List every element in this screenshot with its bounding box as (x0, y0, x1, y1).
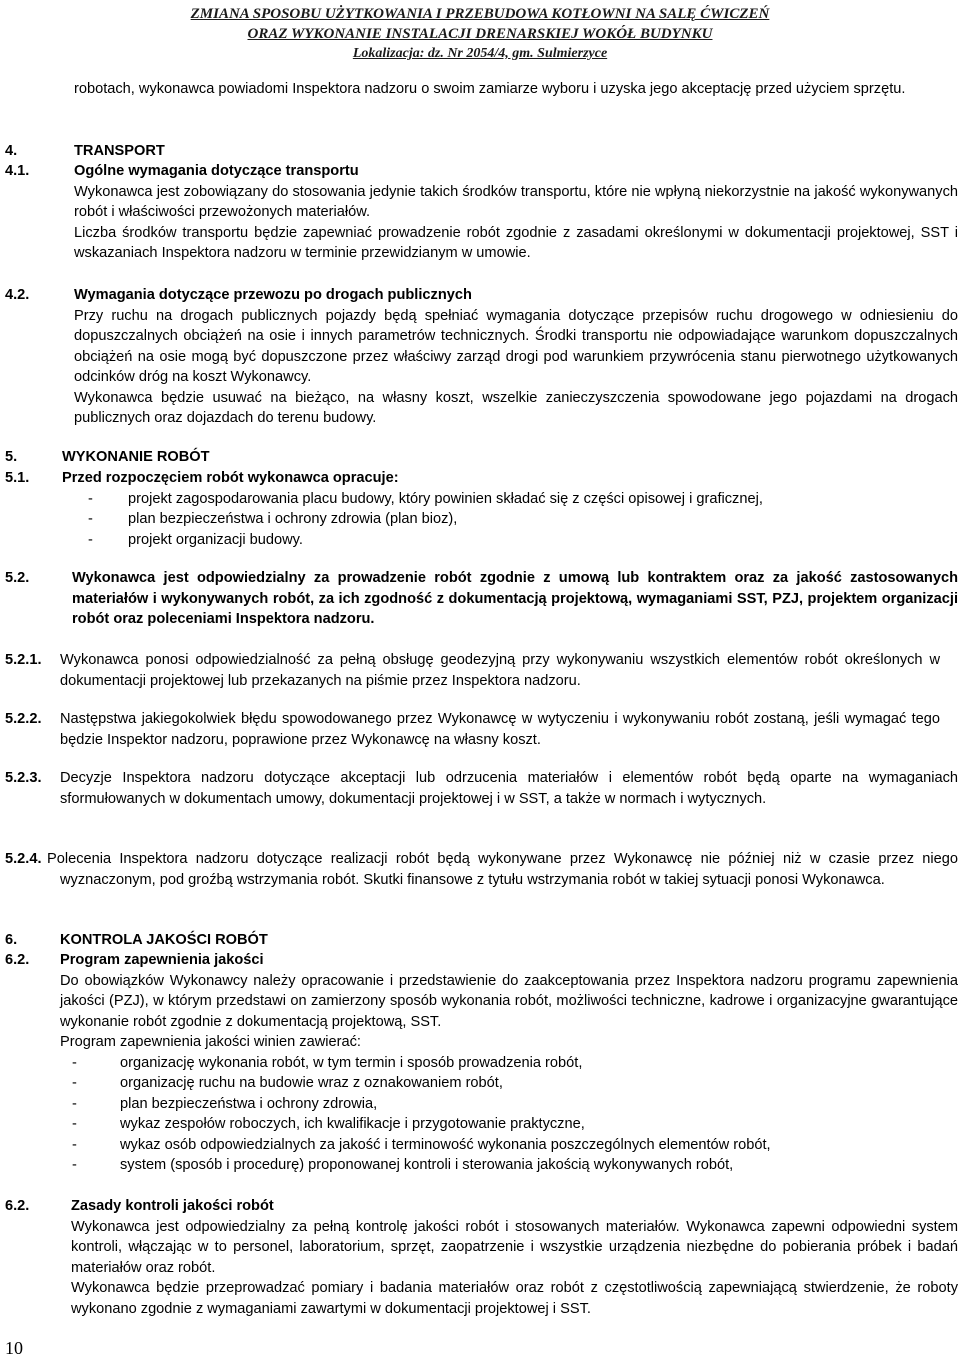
section-6-2b-title: Zasady kontroli jakości robót (71, 1198, 274, 1214)
section-5-2-4-number: 5.2.4. (5, 851, 42, 867)
section-4-2-title: Wymagania dotyczące przewozu po drogach publicznych (74, 287, 472, 303)
section-4-1-paragraph-2: Liczba środków transportu będzie zapewniać prowadzenie robót zgodnie z zasadami określonymi w dokumentacji projektowej, SST i wskazaniach Inspektora nadzoru w terminie przewidzianym w umowie. (74, 224, 958, 261)
list-dash: - (88, 490, 93, 507)
list-dash: - (72, 1136, 77, 1153)
section-4-1-paragraph-1: Wykonawca jest zobowiązany do stosowania jedynie takich środków transportu, które nie wpłyną niekorzystnie na jakość wykonywanych robót i właściwości przewożonych materiałów. (74, 183, 958, 220)
section-number: 5. (5, 449, 18, 465)
section-5-2-1-paragraph: Wykonawca ponosi odpowiedzialność za pełną obsługę geodezyjną przy wykonywaniu wszystkich elementów robót określonych w dokumentacji projektowej lub przekazanych na piśmie przez Inspektora nadzoru. (60, 652, 940, 689)
section-6-2b-body (71, 1196, 958, 1319)
list-item (72, 1135, 958, 1156)
section-6-2-title: Program zapewnienia jakości (60, 952, 264, 968)
list-item-text: projekt zagospodarowania placu budowy, który powinien składać się z części opisowej i graficznej, (128, 490, 763, 507)
list-item (88, 530, 958, 551)
section-title: KONTROLA JAKOŚCI ROBÓT (60, 932, 268, 948)
section-6-2b-paragraph-2: Wykonawca będzie przeprowadzać pomiary i badania materiałów oraz robót z częstotliwością zapewniającą stwierdzenie, że roboty wykonano zgodnie z wymaganiami zawartymi w dokumentacji projektowej i SST. (71, 1280, 958, 1317)
list-item-text: system (sposób i procedurę) proponowanej kontroli i sterowania jakością wykonywanych robót, (120, 1157, 734, 1173)
section-5-2-3-paragraph: Decyzje Inspektora nadzoru dotyczące akceptacji lub odrzucenia materiałów i elementów robót będą oparte na wymaganiach sformułowanych w dokumentach umowy, dokumentacji projektowej i w SST, a także w normach i wytycznych. (60, 770, 958, 807)
list-dash: - (72, 1054, 77, 1071)
list-item-text: organizację wykonania robót, w tym termin i sposób prowadzenia robót, (120, 1054, 583, 1071)
list-item-text: wykaz osób odpowiedzialnych za jakość i terminowość wykonania poszczególnych elementów robót, (120, 1136, 771, 1153)
section-5-1-number: 5.1. (5, 470, 30, 486)
intro-paragraph: robotach, wykonawca powiadomi Inspektora nadzoru o swoim zamiarze wyboru i uzyska jego akceptację przed użyciem sprzętu. (74, 81, 906, 97)
page-number: 10 (5, 1338, 23, 1358)
section-title: TRANSPORT (74, 143, 165, 159)
list-dash: - (72, 1095, 77, 1112)
header-location: Lokalizacja: dz. Nr 2054/4, gm. Sulmierzyce (352, 46, 608, 61)
list-item (72, 1053, 958, 1074)
header-title-line1: ZMIANA SPOSOBU UŻYTKOWANIA I PRZEBUDOWA KOTŁOWNI NA SALĘ ĆWICZEŃ (190, 6, 770, 22)
section-5-1-list (88, 489, 958, 551)
section-number: 6. (5, 932, 18, 948)
list-item (72, 1094, 958, 1115)
list-item (88, 489, 958, 510)
section-number: 4. (5, 143, 18, 159)
list-item-text: wykaz zespołów roboczych, ich kwalifikacje i przygotowanie praktyczne, (120, 1116, 585, 1132)
section-4-2-body (74, 285, 958, 429)
section-4-1-body (74, 161, 958, 264)
section-5-2-paragraph: Wykonawca jest odpowiedzialny za prowadzenie robót zgodnie z umową lub kontraktem oraz za jakość zastosowanych materiałów i wykonywanych robót, za ich zgodność z dokumentacją projektową, wymaganiami SST, PZJ, projektem organizacji robót oraz poleceniami Inspektora nadzoru. (72, 570, 958, 627)
section-6-2b-number: 6.2. (5, 1198, 30, 1214)
list-item (72, 1114, 958, 1135)
list-dash: - (72, 1075, 77, 1091)
list-item-text: plan bezpieczeństwa i ochrony zdrowia, (120, 1095, 378, 1112)
list-item (88, 509, 958, 530)
list-dash: - (88, 511, 93, 527)
section-5-2-2-paragraph: Następstwa jakiegokolwiek błędu spowodowanego przez Wykonawcę w wytyczeniu i wykonywaniu robót zostaną, jeśli wymagać tego będzie Inspektor nadzoru, poprawione przez Wykonawcę na własny koszt. (60, 711, 940, 748)
section-6-2-paragraph-2: Program zapewnienia jakości winien zawierać: (60, 1034, 361, 1050)
section-5-2-2-number: 5.2.2. (5, 711, 42, 727)
list-item (72, 1073, 958, 1094)
list-dash: - (72, 1157, 77, 1173)
section-4-1-title: Ogólne wymagania dotyczące transportu (74, 163, 359, 179)
section-title: WYKONANIE ROBÓT (62, 449, 210, 465)
section-6-2b-paragraph-1: Wykonawca jest odpowiedzialny za pełną kontrolę jakości robót i stosowanych materiałów. Wykonawca zapewni odpowiedni system kontroli, włączając w to personel, laboratorium, sprzęt, zaopatrzenie i wszystkie urządzenia niezbędne do pobierania próbek i badań materiałów oraz robót. (71, 1218, 958, 1276)
section-5-2-1-number: 5.2.1. (5, 652, 42, 668)
section-5-2-number: 5.2. (5, 570, 30, 586)
list-dash: - (88, 531, 93, 548)
section-4-2-paragraph-1: Przy ruchu na drogach publicznych pojazdy będą spełniać wymagania dotyczące przepisów ruchu drogowego w odniesieniu do dopuszczalnych obciążeń na osie i innych parametrów technicznych. Środki transportu nie odpowiadające warunkom dopuszczalnych obciążeń na osie mogą być dopuszczone przez właściwy zarząd drogi pod warunkiem przywrócenia stanu pierwotnego użytkowanych odcinków dróg na koszt Wykonawcy. (74, 307, 958, 385)
list-item-text: plan bezpieczeństwa i ochrony zdrowia (plan bioz), (128, 511, 458, 527)
list-item-text: organizację ruchu na budowie wraz z oznakowaniem robót, (120, 1075, 503, 1091)
list-dash: - (72, 1116, 77, 1132)
section-5-1-body (62, 468, 958, 550)
list-item (72, 1155, 958, 1176)
document-header (0, 4, 960, 64)
section-4-1-number: 4.1. (5, 163, 30, 179)
list-item-text: projekt organizacji budowy. (128, 531, 303, 548)
section-6-2-paragraph-1: Do obowiązków Wykonawcy należy opracowanie i przedstawienie do zaakceptowania przez Inspektora nadzoru programu zapewnienia jakości (PZJ), w którym przedstawi on zamierzony sposób wykonania robót, możliwości techniczne, kadrowe i organizacyjne gwarantujące wykonanie robót zgodnie z dokumentacją projektową, SST. (60, 972, 958, 1030)
section-5-1-title: Przed rozpoczęciem robót wykonawca opracuje: (62, 470, 399, 486)
section-6-2-body (60, 950, 958, 1176)
section-4-2-paragraph-2: Wykonawca będzie usuwać na bieżąco, na własny koszt, wszelkie zanieczyszczenia spowodowane jego pojazdami na drogach publicznych oraz dojazdach do terenu budowy. (74, 389, 958, 426)
section-5-2-3-number: 5.2.3. (5, 770, 42, 786)
section-5-2-4-paragraph: Polecenia Inspektora nadzoru dotyczące realizacji robót będą wykonywane przez Wykonawcę nie później niż w czasie przez niego wyznaczonym, pod groźbą wstrzymania robót. Skutki finansowe z tytułu wstrzymania robót w takiej sytuacji ponosi Wykonawca. (47, 851, 958, 888)
header-title-line2: ORAZ WYKONANIE INSTALACJI DRENARSKIEJ WOKÓŁ BUDYNKU (247, 26, 713, 42)
section-4-2-number: 4.2. (5, 287, 30, 303)
section-6-2-list (72, 1053, 958, 1176)
section-6-2-number: 6.2. (5, 952, 30, 968)
